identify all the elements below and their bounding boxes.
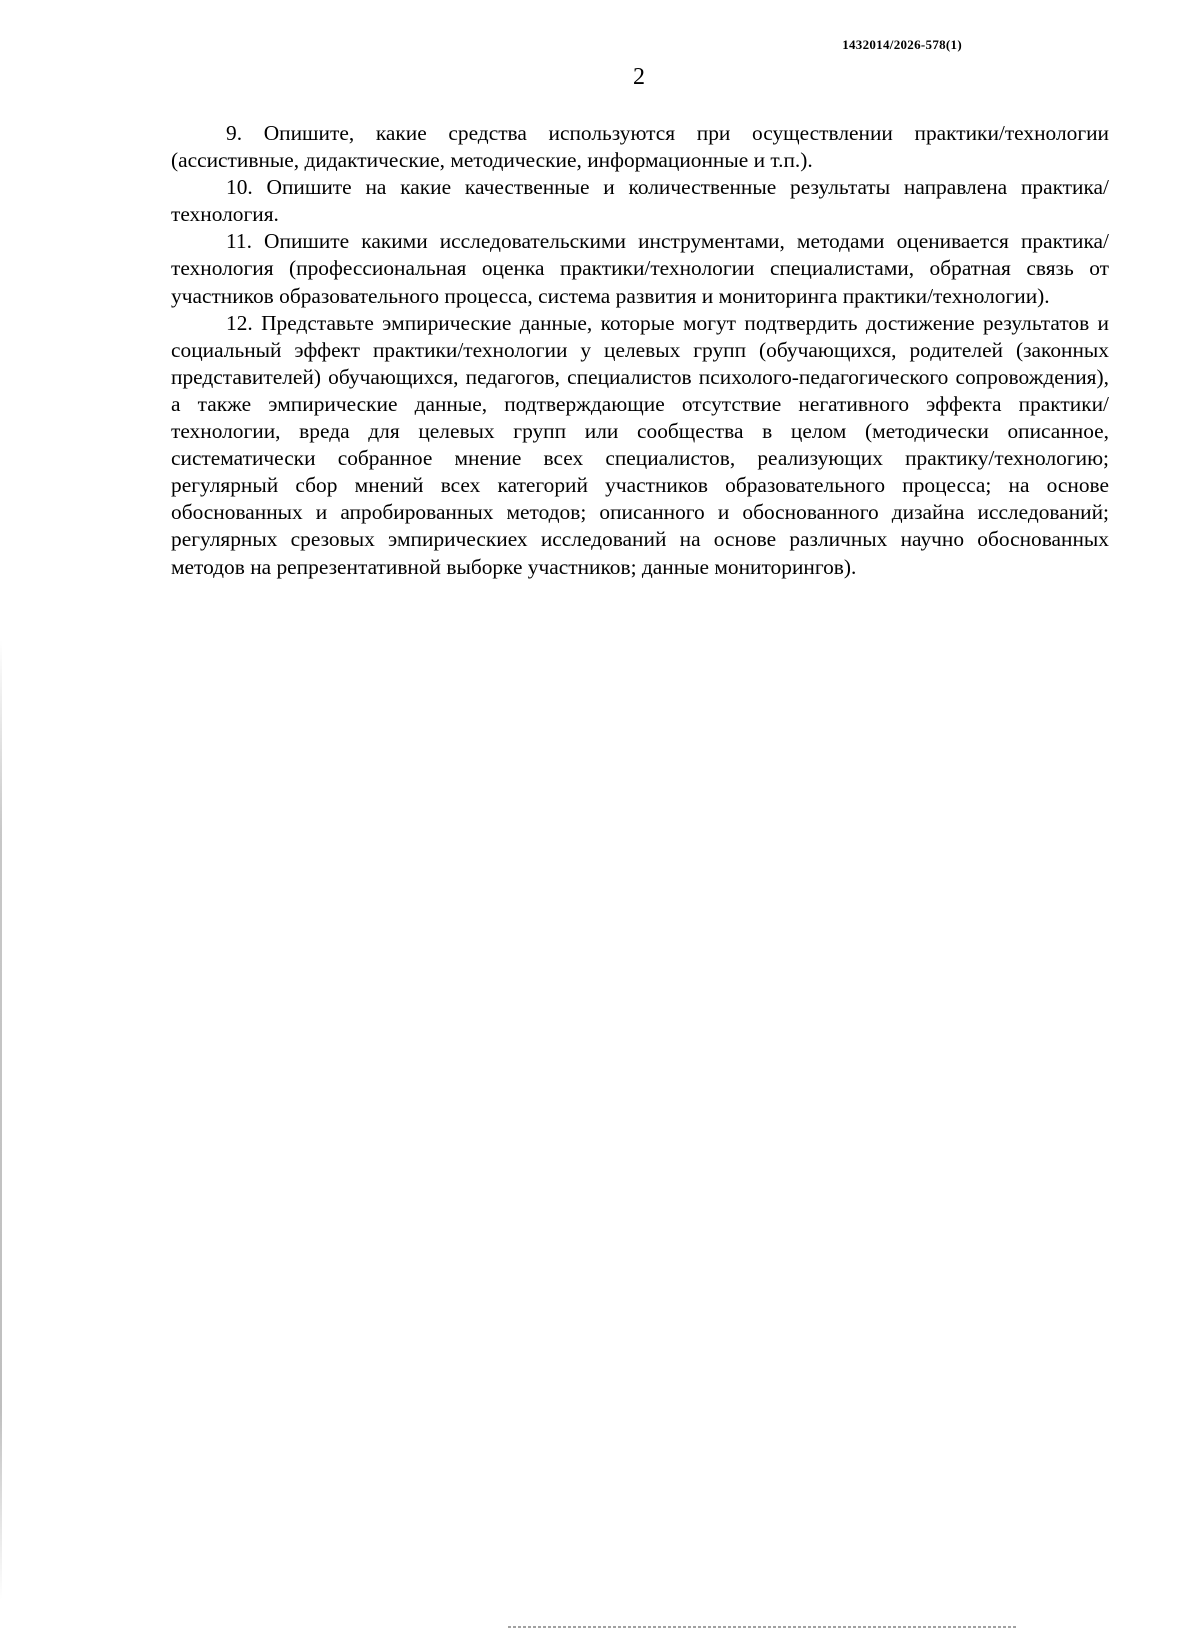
scan-edge-line <box>0 640 2 1600</box>
paragraph-item-12: 12. Представьте эмпирические данные, которые могут подтвердить достижение результатов и социальный эффект практики/технологии у целевых групп (обучающихся, родителей (законных представителей) обучающихся, педагогов, специалистов психолого-педагогического сопровождения), а также эмпирические данные, подтверждающие отсутствие негативного эффекта практики/технологии, вреда для целевых групп или сообщества в целом (методически описанное, систематически собранное мнение всех специалистов, реализующих практику/технологию; регулярный сбор мнений всех категорий участников образовательного процесса; на основе обоснованных и апробированных методов; описанного и обоснованного дизайна исследований; регулярных срезовых эмпирическиех исследований на основе различных научно обоснованных методов на репрезентативной выборке участников; данные мониторингов). <box>171 310 1109 579</box>
document-id: 1432014/2026-578(1) <box>842 37 962 52</box>
page-number: 2 <box>633 64 645 90</box>
paragraph-item-9: 9. Опишите, какие средства используются при осуществлении практики/технологии (ассистивные, дидактические, методические, информационные и т.п.). <box>171 121 1109 173</box>
paragraph-item-10: 10. Опишите на какие качественные и количественные результаты направлена практика/технология. <box>171 175 1109 227</box>
document-body <box>171 120 1109 581</box>
scan-bottom-artifact <box>508 1626 1018 1628</box>
paragraph-item-11: 11. Опишите какими исследовательскими инструментами, методами оценивается практика/технология (профессиональная оценка практики/технологии специалистами, обратная связь от участников образовательного процесса, система развития и мониторинга практики/технологии). <box>171 229 1109 308</box>
